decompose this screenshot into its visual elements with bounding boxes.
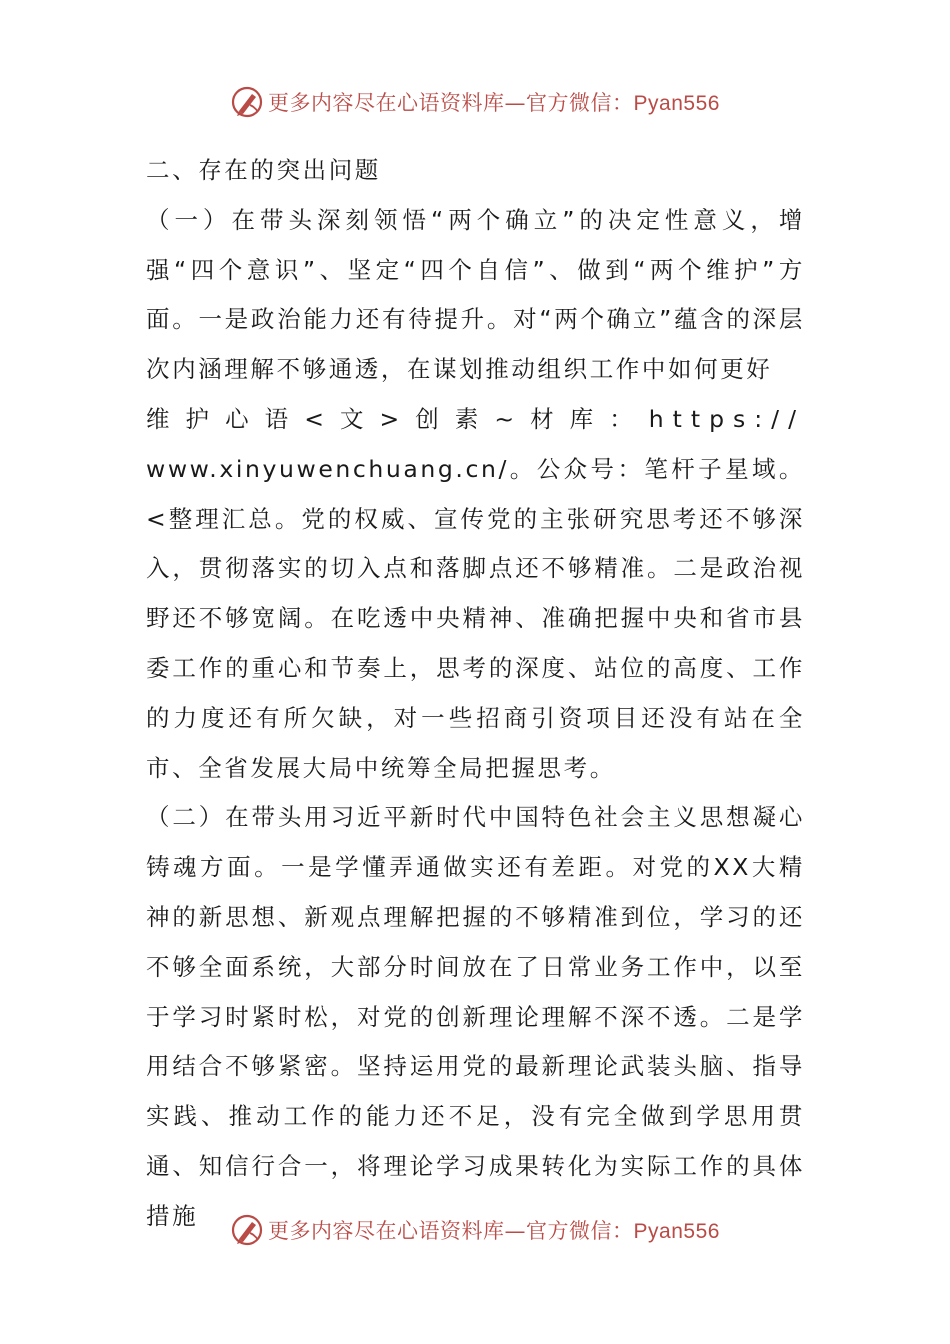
banner-main-text: 更多内容尽在心语资料库 bbox=[268, 1219, 505, 1243]
banner-main-text: 更多内容尽在心语资料库 bbox=[268, 91, 505, 115]
banner-dash: — bbox=[504, 91, 527, 115]
paragraph-1-url-line: 维护心语<文>创素~材库：https:// bbox=[146, 404, 805, 433]
banner-text bbox=[268, 87, 720, 117]
pen-logo-icon bbox=[230, 1213, 264, 1247]
pen-logo-icon bbox=[230, 85, 264, 119]
paragraph-1-part-2: www.xinyuwenchuang.cn/。公众号：笔杆子星域。<整理汇总。党的权威、宣传党的主张研究思考还不够深入，贯彻落实的切入点和落脚点还不够精准。二是政治视野还不够宽阔。在吃透中央精神、准确把握中央和省市县委工作的重心和节奏上，思考的深度、站位的高度、工作的力度还有所欠缺，对一些招商引资项目还没有站在全市、全省发展大局中统筹全局把握思考。 bbox=[146, 454, 805, 782]
banner-wechat-id: Pyan556 bbox=[633, 1220, 720, 1243]
banner-wechat-label: 官方微信： bbox=[526, 1219, 634, 1243]
banner-dash: — bbox=[504, 1219, 527, 1243]
paragraph-2: （二）在带头用习近平新时代中国特色社会主义思想凝心铸魂方面。一是学懂弄通做实还有差距。对党的XX大精神的新思想、新观点理解把握的不够精准到位，学习的还不够全面系统，大部分时间放在了日常业务工作中，以至于学习时紧时松，对党的创新理论理解不深不透。二是学用结合不够紧密。坚持运用党的最新理论武装头脑、指导实践、推动工作的能力还不足，没有完全做到学思用贯通、知信行合一，将理论学习成果转化为实际工作的具体措施 bbox=[146, 803, 805, 1230]
paragraph-1-part-1: （一）在带头深刻领悟“两个确立”的决定性意义，增强“四个意识”、坚定“四个自信”、做到“两个维护”方面。一是政治能力还有待提升。对“两个确立”蕴含的深层次内涵理解不够通透，在谋划推动组织工作中如何更好 bbox=[146, 205, 805, 384]
document-body bbox=[146, 146, 805, 1242]
section-heading: 二、存在的突出问题 bbox=[146, 156, 381, 184]
banner-wechat-label: 官方微信： bbox=[526, 91, 634, 115]
banner-text bbox=[268, 1215, 720, 1245]
banner-wechat-id: Pyan556 bbox=[633, 92, 720, 115]
header-banner bbox=[0, 82, 950, 122]
footer-banner bbox=[0, 1210, 950, 1250]
